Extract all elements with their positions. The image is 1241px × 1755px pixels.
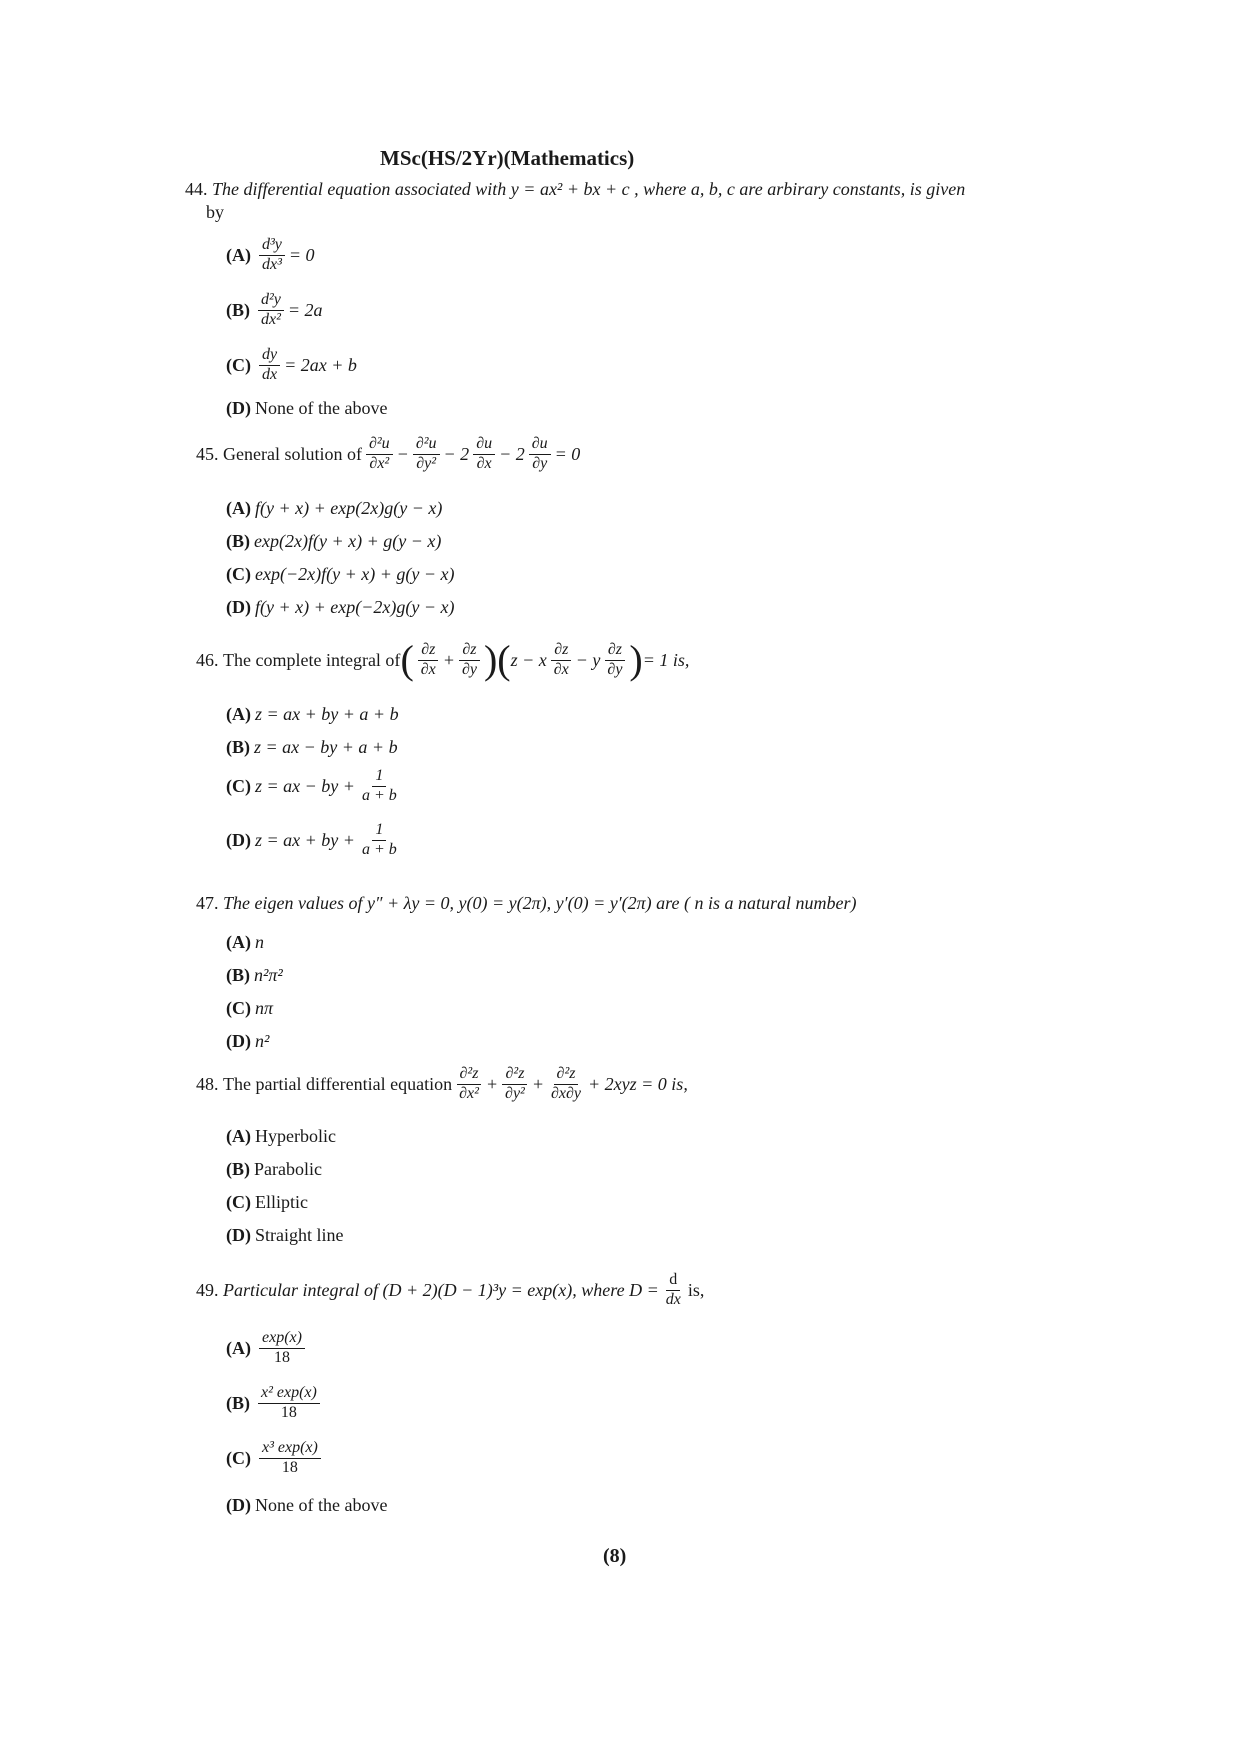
option-text: nπ [255, 998, 274, 1018]
option-label: (C) [226, 1447, 251, 1468]
fraction: $\frac{1}{a + b}$ [361, 767, 397, 804]
option-label: (C) [226, 775, 251, 796]
option-text: = 2ax + b [284, 354, 357, 375]
option-45-c[interactable] [226, 564, 454, 585]
question-46: 46. The complete integral of ( $\frac{\partial z}{\partial x}$ + $\frac{\partial z}{\partial y}$ ) ( z − x $\frac{\partial z}{\partial x}$ − y $\frac{\partial z}{\partial y}$ ) = 1 is, [196, 637, 690, 682]
question-number: 49. [196, 1280, 219, 1301]
option-label: (B) [226, 1159, 250, 1179]
question-49: 49. Particular integral of (D + 2)(D − 1)³y = exp(x), where D = $\frac{d}{dx}$ is, [196, 1271, 705, 1308]
option-label: (C) [226, 564, 251, 584]
question-number: 47. [196, 893, 219, 913]
option-text: n²π² [254, 965, 283, 985]
option-46-b[interactable] [226, 737, 398, 758]
question-text: General solution of [223, 444, 362, 465]
question-text: The partial differential equation [223, 1074, 453, 1095]
question-47 [196, 892, 856, 915]
option-text: Elliptic [255, 1192, 308, 1212]
option-44-b[interactable] [226, 292, 323, 329]
option-label: (D) [226, 1225, 251, 1245]
question-text-cont: by [206, 201, 224, 222]
option-text: z = ax + by + [255, 829, 355, 850]
option-text: None of the above [255, 398, 388, 418]
option-text: f(y + x) + exp(2x)g(y − x) [255, 498, 443, 518]
option-label: (C) [226, 354, 251, 375]
fraction: $\frac{\text{∂²u}}{\text{∂x²}}$ [366, 436, 393, 473]
fraction: $\frac{\text{d³y}}{\text{dx³}}$ [259, 237, 285, 274]
option-48-c[interactable] [226, 1192, 308, 1213]
option-text: exp(2x)f(y + x) + g(y − x) [254, 531, 442, 551]
question-text: The complete integral of [223, 649, 401, 670]
option-text: exp(−2x)f(y + x) + g(y − x) [255, 564, 455, 584]
question-number: 46. [196, 649, 219, 670]
fraction: $\frac{\exp(x)}{18}$ [259, 1330, 305, 1367]
option-text: z = ax − by + [255, 775, 355, 796]
option-label: (C) [226, 1192, 251, 1212]
option-49-a[interactable] [226, 1330, 309, 1367]
question-text: Particular integral of (D + 2)(D − 1)³y = exp(x), where D = [223, 1280, 659, 1301]
option-text: Parabolic [254, 1159, 322, 1179]
page-number: (8) [603, 1545, 627, 1567]
option-48-d[interactable] [226, 1225, 344, 1246]
option-text: z = ax + by + a + b [255, 704, 399, 724]
question-48: 48. The partial differential equation $\frac{\text{∂²z}}{\text{∂x²}}$ + $\frac{\text{∂²z}}{\text{∂y²}}$ + $\frac{\text{∂²z}}{\partial x\partial y}$ + 2xyz = 0 is, [196, 1065, 688, 1102]
option-46-c[interactable] [226, 768, 404, 805]
question-number: 48. [196, 1074, 219, 1095]
option-48-b[interactable] [226, 1159, 322, 1180]
option-text: = 2a [287, 299, 323, 320]
option-47-b[interactable] [226, 965, 283, 986]
option-label: (B) [226, 737, 250, 757]
option-text: n² [255, 1031, 270, 1051]
option-47-c[interactable] [226, 998, 273, 1019]
option-label: (B) [226, 299, 250, 320]
option-49-b[interactable] [226, 1385, 324, 1422]
fraction: $\frac{\text{x³ exp(x)}}{18}$ [259, 1440, 321, 1477]
option-label: (D) [226, 1031, 251, 1051]
fraction: $\frac{dy}{dx}$ [259, 347, 280, 384]
option-text: = 0 [288, 244, 315, 265]
question-44 [185, 178, 1105, 223]
option-44-c[interactable] [226, 347, 357, 384]
option-46-d[interactable] [226, 822, 404, 859]
question-number: 45. [196, 444, 219, 465]
option-label: (D) [226, 829, 251, 850]
option-label: (A) [226, 498, 251, 518]
option-text: Hyperbolic [255, 1126, 336, 1146]
question-45: 45. General solution of $\frac{\text{∂²u}}{\text{∂x²}}$ − $\frac{\text{∂²u}}{\text{∂y²}}$ − 2 $\frac{\partial u}{\partial x}$ − 2 $\frac{\partial u}{\partial y}$ = 0 [196, 435, 581, 472]
option-44-a[interactable] [226, 237, 315, 274]
fraction: $\frac{\text{d²y}}{\text{dx²}}$ [258, 292, 284, 329]
option-label: (B) [226, 965, 250, 985]
option-text: n [255, 932, 264, 952]
option-44-d[interactable] [226, 398, 387, 419]
option-label: (D) [226, 1495, 251, 1515]
option-text: z = ax − by + a + b [254, 737, 398, 757]
question-text: The eigen values of y″ + λy = 0, y(0) = y(2π), y′(0) = y′(2π) are ( n is a natural number) [223, 893, 857, 913]
option-label: (A) [226, 704, 251, 724]
option-label: (D) [226, 398, 251, 418]
option-47-a[interactable] [226, 932, 264, 953]
page-title: MSc(HS/2Yr)(Mathematics) [380, 146, 635, 170]
option-text: None of the above [255, 1495, 388, 1515]
option-label: (C) [226, 998, 251, 1018]
fraction: $\frac{\partial u}{\partial y}$ [529, 436, 551, 473]
question-text: The differential equation associated with y = ax² + bx + c , where a, b, c are arbirary constants, is given [212, 179, 966, 199]
option-49-c[interactable] [226, 1440, 325, 1477]
option-text: Straight line [255, 1225, 344, 1245]
option-47-d[interactable] [226, 1031, 269, 1052]
option-46-a[interactable] [226, 704, 399, 725]
option-48-a[interactable] [226, 1126, 336, 1147]
option-label: (D) [226, 597, 251, 617]
option-label: (B) [226, 531, 250, 551]
fraction: $\frac{1}{a + b}$ [361, 821, 397, 858]
fraction: $\frac{\text{x² exp(x)}}{18}$ [258, 1385, 320, 1422]
option-text: f(y + x) + exp(−2x)g(y − x) [255, 597, 455, 617]
question-number: 44. [185, 179, 208, 199]
option-45-d[interactable] [226, 597, 454, 618]
option-label: (B) [226, 1392, 250, 1413]
option-45-b[interactable] [226, 531, 441, 552]
option-label: (A) [226, 1126, 251, 1146]
fraction: $\frac{\partial u}{\partial x}$ [473, 436, 495, 473]
option-label: (A) [226, 1337, 251, 1358]
option-45-a[interactable] [226, 498, 442, 519]
option-label: (A) [226, 932, 251, 952]
option-49-d[interactable] [226, 1495, 387, 1516]
fraction: $\frac{\text{∂²u}}{\text{∂y²}}$ [413, 436, 440, 473]
option-label: (A) [226, 244, 251, 265]
